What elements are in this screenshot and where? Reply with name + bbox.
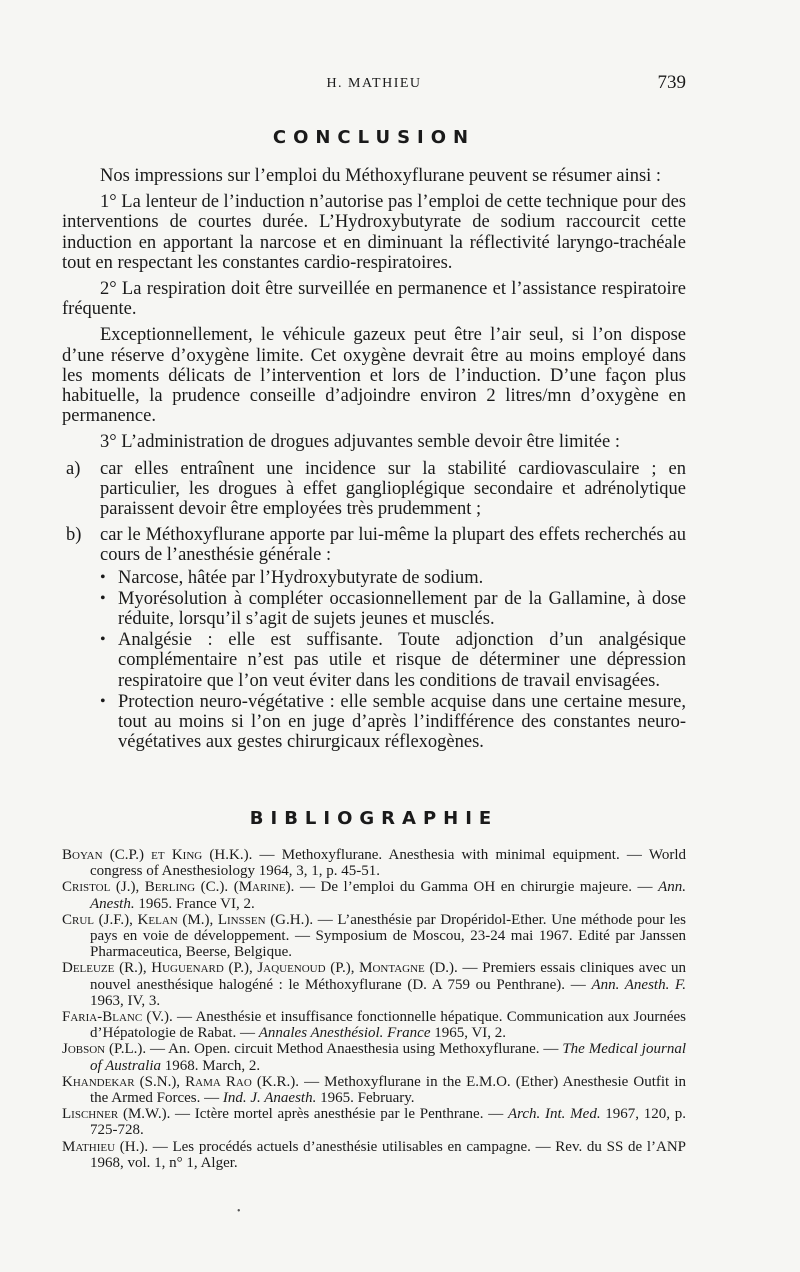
list-item: • Myorésolution à compléter occasionnellement par de la Gallamine, à dose réduite, lorsqu’il s’agit de sujets jeunes et musclés. [100,588,686,630]
subpoint-b-label: b) [66,525,82,546]
reference-item: Cristol (J.), Berling (C.). (Marine). — De l’emploi du Gamma OH en chirurgie majeure. — Ann. Anesth. 1965. France VI, 2. [62,879,686,912]
conclusion-point-1 [62,192,686,273]
reference-item: Deleuze (R.), Huguenard (P.), Jaquenoud (P.), Montagne (D.). — Premiers essais cliniques avec un nouvel anesthésique halogéné : le Méthoxyflurane (D. A 759 ou Penthrane). — Ann. Anesth. F. 1963, IV, 3. [62,960,687,1009]
conclusion-exception-paragraph: Exceptionnellement, le véhicule gazeux peut être l’air seul, si l’on dispose d’une réserve d’oxygène limite. Cet oxygène devrait être au moins employé dans les moments délicats de l’intervention et lors de l’induction. D’une façon plus habituelle, la prudence conseille d’adjoindre environ 2 litres/mn d’oxygène en permanence. [62,325,686,427]
conclusion-intro: Nos impressions sur l’emploi du Méthoxyflurane peuvent se résumer ainsi : [100,166,662,186]
subpoint-a-label: a) [66,458,81,479]
conclusion-point-3 [62,432,686,452]
list-item: • Narcose, hâtée par l’Hydroxybutyrate de sodium. [100,567,484,588]
bibliography-heading: BIBLIOGRAPHIE [249,808,499,829]
reference-item: Jobson (P.L.). — An. Open. circuit Method Anaesthesia using Methoxyflurane. — The Medical journal of Australia 1968. March, 2. [62,1041,686,1074]
bullet-icon: • [100,568,106,586]
subpoint-b-text: car le Méthoxyflurane apporte par lui-même la plupart des effets recherchés au cours de l’anesthésie générale : [100,525,686,566]
effects-list [100,568,686,753]
conclusion-body [62,166,686,759]
reference-item: Mathieu (H.). — Les procédés actuels d’anesthésie utilisables en campagne. — Rev. du SS de l’ANP 1968, vol. 1, n° 1, Alger. [62,1138,687,1171]
subpoint-a [62,459,686,520]
conclusion-heading: CONCLUSION [272,127,476,148]
subpoint-a-text: car elles entraînent une incidence sur la stabilité cardiovasculaire ; en particulier, les drogues à effet ganglioplégique secondaire et adrénolytique paraissent devoir être employées très prudemment ; [100,458,686,520]
reference-item: Khandekar (S.N.), Rama Rao (K.R.). — Methoxyflurane in the E.M.O. (Ether) Anesthesie Outfit in the Armed Forces. — Ind. J. Anaesth. 1965. February. [62,1073,686,1107]
reference-item: Lischner (M.W.). — Ictère mortel après anesthésie par le Penthrane. — Arch. Int. Med. 1967, 120, p. 725-728. [62,1106,687,1139]
list-item: • Protection neuro-végétative : elle semble acquise dans une certaine mesure, tout au moins si l’on en juge d’après l’indifférence des constantes neuro-végétatives aux gestes chirurgicaux réflexogènes. [100,691,686,753]
point-3-label: 3° [100,432,117,453]
point-1-label: 1° [100,192,117,213]
point-2-text: La respiration doit être surveillée en permanence et l’assistance respiratoire fréquente. [62,279,687,320]
reference-item: Crul (J.F.), Kelan (M.), Linssen (G.H.). — L’anesthésie par Dropéridol-Ether. Une méthode pour les pays en voie de développement. — Symposium de Moscou, 23-24 mai 1967. Edité par Janssen Pharmaceutica, Beerse, Belgique. [62,911,686,961]
point-1-text: La lenteur de l’induction n’autorise pas l’emploi de cette technique pour des interventions de courtes durée. L’Hydroxybutyrate de sodium raccourcit cette induction en apportant la narcose et en diminuant la réflectivité laryngo-trachéale tout en respectant les constantes cardio-respiratoires. [62,192,686,273]
bibliography-list [62,847,686,1171]
point-2-label: 2° [100,279,117,300]
list-item: • Analgésie : elle est suffisante. Toute adjonction d’un analgésique complémentaire n’est pas utile et risque de déterminer une dépression respiratoire que l’on veut éviter dans les conditions de travail envisagées. [100,630,686,691]
reference-item: Faria-Blanc (V.). — Anesthésie et insuffisance fonctionnelle hépatique. Communication aux Journées d’Hépatologie de Rabat. — Annales Anesthésiol. France 1965, VI, 2. [62,1009,686,1042]
running-header [62,70,686,100]
bullet-icon: • [100,589,106,607]
running-header-author: H. MATHIEU [326,76,422,91]
reference-item: Boyan (C.P.) et King (H.K.). — Methoxyflurane. Anesthesia with minimal equipment. — World congress of Anesthesiology 1964, 3, 1, p. 45-51. [62,847,686,880]
print-speck: • [237,1206,241,1217]
page-number: 739 [657,72,686,93]
bullet-icon: • [100,692,106,710]
subpoint-b [62,525,686,753]
bullet-icon: • [100,631,106,649]
point-3-text: L’administration de drogues adjuvantes semble devoir être limitée : [121,432,620,453]
conclusion-point-2 [62,279,686,319]
